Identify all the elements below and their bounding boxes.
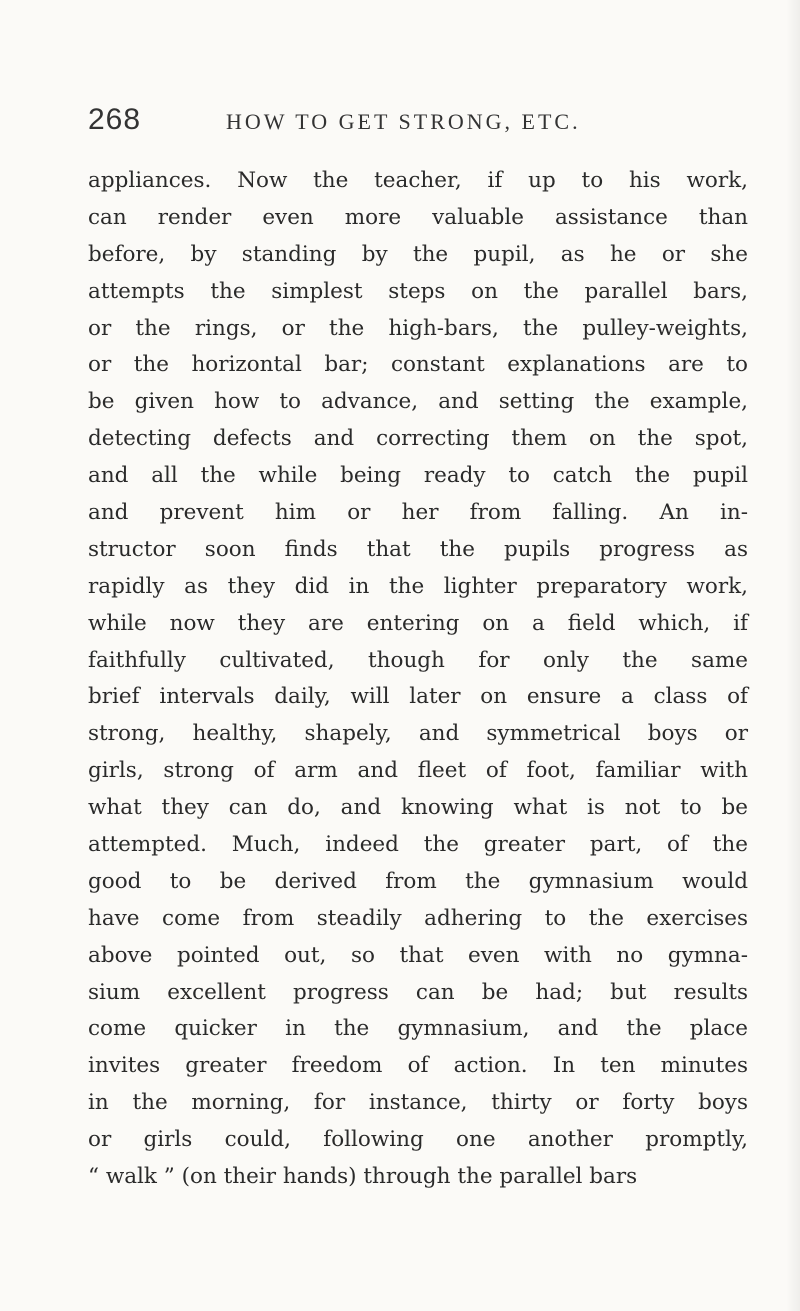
text-line: appliances. Now the teacher, if up to his work, (88, 168, 748, 193)
page-number: 268 (88, 103, 142, 136)
text-line: and prevent him or her from falling. An in- (88, 500, 748, 526)
text-line: come quicker in the gymnasium, and the place (88, 1016, 748, 1042)
page-header (88, 103, 728, 137)
text-line: structor soon finds that the pupils progress as (88, 536, 748, 562)
text-line: brief intervals daily, will later on ensure a class of (88, 684, 748, 710)
text-line: can render even more valuable assistance than (88, 204, 748, 230)
text-line: above pointed out, so that even with no gymna- (88, 942, 748, 968)
text-line: rapidly as they did in the lighter preparatory work, (88, 573, 748, 599)
text-line: attempts the simplest steps on the parallel bars, (88, 278, 748, 304)
text-line: detecting defects and correcting them on the spot, (88, 426, 748, 452)
text-line: while now they are entering on a field which, if (88, 610, 748, 636)
text-line: strong, healthy, shapely, and symmetrical boys or (88, 721, 748, 747)
text-line: what they can do, and knowing what is not to be (88, 795, 748, 821)
text-line: sium excellent progress can be had; but results (88, 979, 748, 1005)
text-line: faithfully cultivated, though for only the same (88, 647, 748, 673)
text-line: have come from steadily adhering to the exercises (88, 905, 748, 931)
text-line: good to be derived from the gymnasium would (88, 868, 748, 894)
text-line: and all the while being ready to catch the pupil (88, 463, 748, 489)
running-head: HOW TO GET STRONG, ETC. (226, 109, 581, 134)
text-line: attempted. Much, indeed the greater part, of the (88, 832, 748, 858)
text-line: invites greater freedom of action. In ten minutes (88, 1053, 748, 1079)
page-edge-shadow (786, 0, 800, 1311)
text-line: girls, strong of arm and fleet of foot, familiar with (88, 758, 748, 784)
text-line: before, by standing by the pupil, as he or she (88, 241, 748, 267)
text-line: be given how to advance, and setting the example, (88, 389, 748, 415)
body-paragraph (88, 163, 748, 1196)
text-line: or the rings, or the high-bars, the pulley-weights, (88, 315, 748, 341)
text-line: or girls could, following one another promptly, (88, 1127, 748, 1153)
text-line: in the morning, for instance, thirty or forty boys (88, 1090, 748, 1116)
text-line: or the horizontal bar; constant explanations are to (88, 352, 748, 378)
text-line: “ walk ” (on their hands) through the parallel bars (88, 1164, 638, 1190)
